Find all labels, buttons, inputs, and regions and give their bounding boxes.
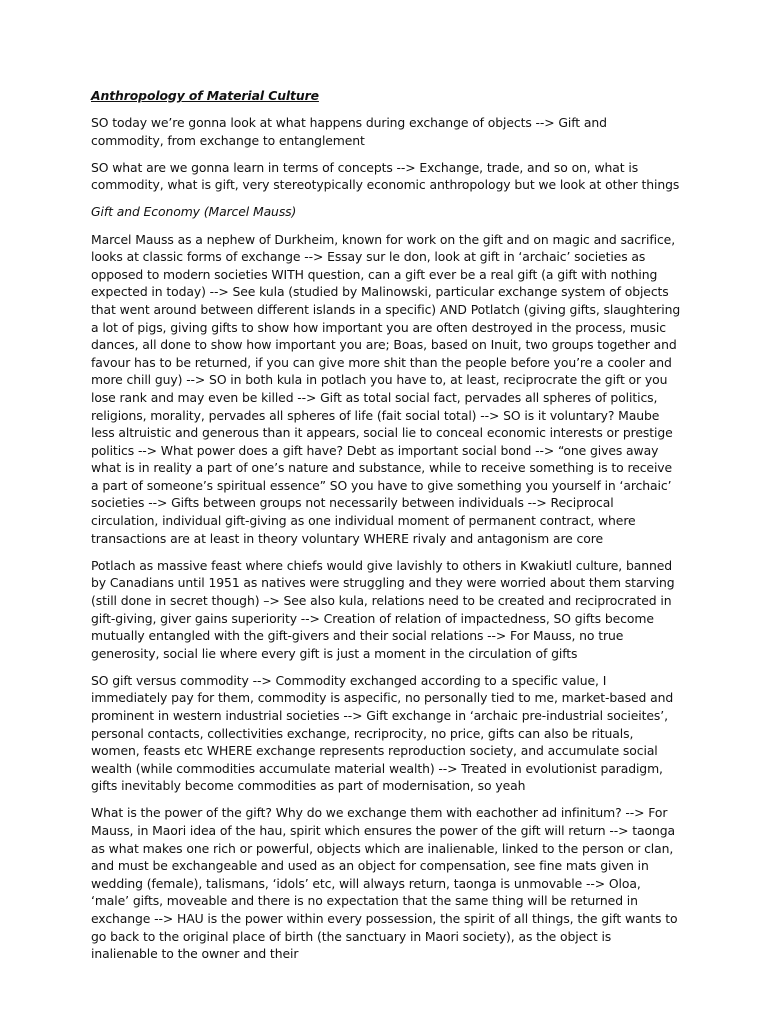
intro-paragraph-2: SO what are we gonna learn in terms of concepts --> Exchange, trade, and so on, what is commodity, what is gift, very stereotypically economic anthropology but we look at other things [91, 159, 680, 193]
body-paragraph-power-of-gift: What is the power of the gift? Why do we exchange them with eachother ad infinitum? --> For Mauss, in Maori idea of the hau, spirit which ensures the power of the gift will return --> taonga as what makes one rich or powerful, objects which are inalienable, linked to the person or clan, and must be exchangeable and used as an object for compensation, see fine mats given in wedding (female), talismans, ‘idols’ etc, will always return, taonga is unmovable --> Oloa, ‘male’ gifts, moveable and there is no expectation that the same thing will be returned in exchange --> HAU is the power within every possession, the spirit of all things, the gift wants to go back to the original place of birth (the sanctuary in Maori society), as the object is inalienable to the owner and their [91, 805, 678, 962]
body-paragraph-mauss: Marcel Mauss as a nephew of Durkheim, known for work on the gift and on magic and sacrifice, looks at classic forms of exchange --> Essay sur le don, look at gift in ‘archaic’ societies as opposed to modern societies WITH question, can a gift ever be a real gift (a gift with nothing expected in today) --> See kula (studied by Malinowski, particular exchange system of objects that went around between different islands in a specific) AND Potlatch (giving gifts, slaughtering a lot of pigs, giving gifts to show how important you are often destroyed in the process, music dances, all done to show how important you are; Boas, based on Inuit, two groups together and favour has to be returned, if you can give more shit than the people before you’re a cooler and more chill guy) --> SO in both kula in potlach you have to, at least, reciprocrate the gift or you lose rank and may even be killed --> Gift as total social fact, pervades all spheres of politics, religions, morality, pervades all spheres of life (fait social total) --> SO is it voluntary? Maube less altruistic and generous than it appears, social lie to conceal economic interests or prestige politics --> What power does a gift have? Debt as important social bond --> “one gives away what is in reality a part of one’s nature and substance, while to receive something is to receive a part of someone’s spiritual essence” SO you have to give something you yourself in ‘archaic’ societies --> Gifts between groups not necessarily between individuals --> Reciprocal circulation, individual gift-giving as one individual moment of permanent contract, where transactions are at least in theory voluntary WHERE rivaly and antagonism are core [91, 231, 681, 546]
document-body [91, 87, 681, 972]
document-title: Anthropology of Material Culture [91, 88, 319, 103]
section-heading: Gift and Economy (Marcel Mauss) [91, 204, 297, 220]
body-paragraph-potlach: Potlach as massive feast where chiefs would give lavishly to others in Kwakiutl culture, banned by Canadians until 1951 as natives were struggling and they were worried about them starving (still done in secret though) –> See also kula, relations need to be created and reciprocrated in gift-giving, giver gains superiority --> Creation of relation of impactedness, SO gifts become mutually entangled with the gift-givers and their social relations --> For Mauss, no true generosity, social lie where every gift is just a moment in the circulation of gifts [91, 557, 675, 661]
body-paragraph-gift-vs-commodity: SO gift versus commodity --> Commodity exchanged according to a specific value, I immediately pay for them, commodity is aspecific, no personally tied to me, market-based and prominent in western industrial societies --> Gift exchange in ‘archaic pre-industrial socieites’, personal contacts, collectivities exchange, recriprocity, no price, gifts can also be rituals, women, feasts etc WHERE exchange represents reproduction society, and accumulate social wealth (while commodities accumulate material wealth) --> Treated in evolutionist paradigm, gifts inevitably become commodities as part of modernisation, so yeah [91, 672, 674, 794]
intro-paragraph-1: SO today we’re gonna look at what happens during exchange of objects --> Gift and commodity, from exchange to entanglement [91, 115, 607, 148]
